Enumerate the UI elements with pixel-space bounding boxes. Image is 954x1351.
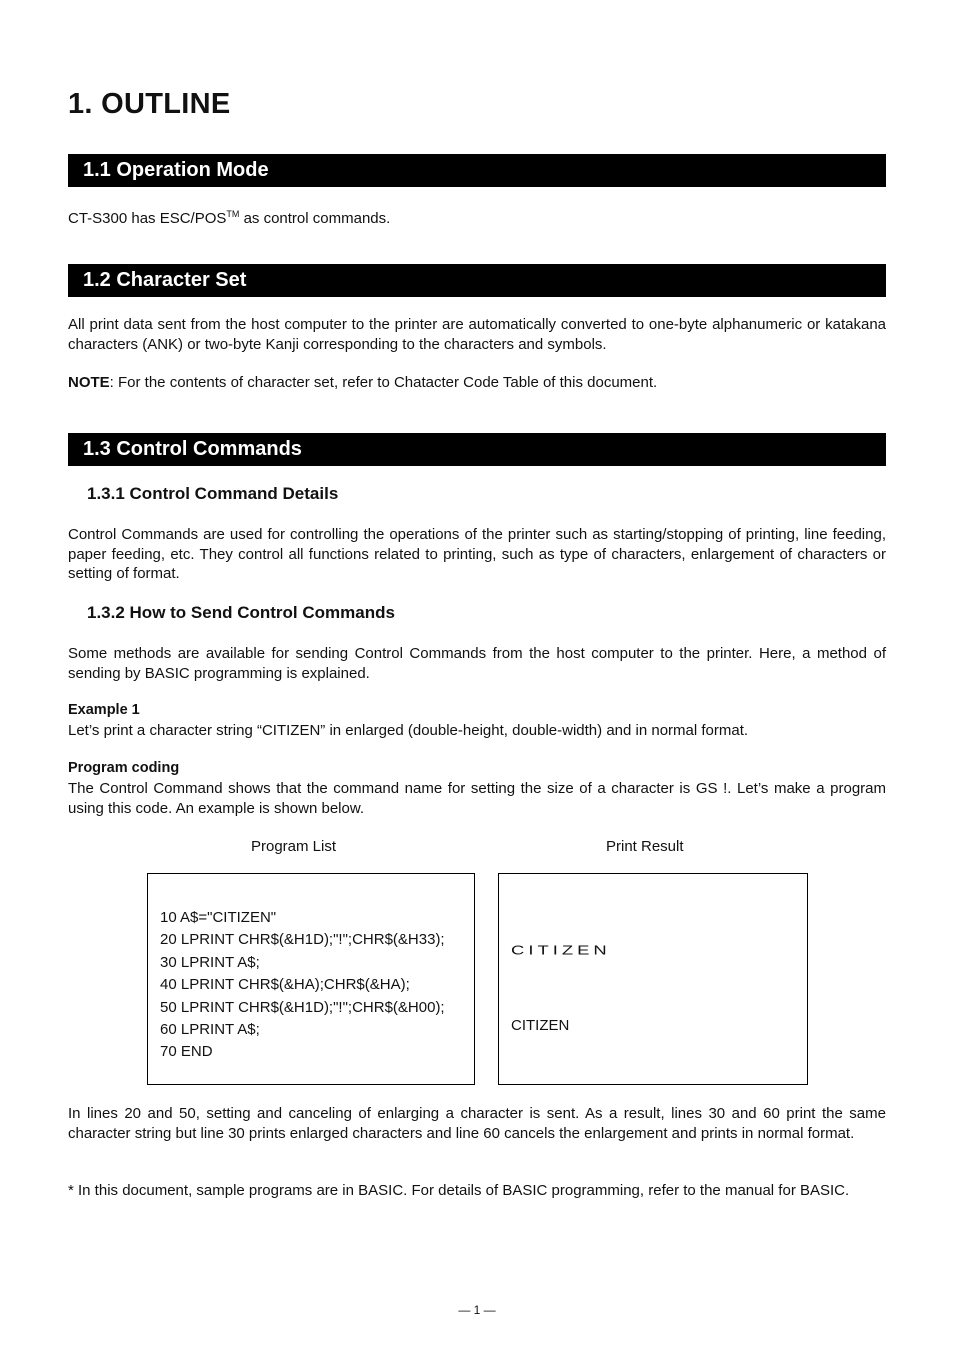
enlarged-print-text: CITIZEN [511,944,611,958]
section-heading-operation-mode: 1.1 Operation Mode [68,154,886,187]
explanation-text: In lines 20 and 50, setting and canceling of enlarging a character is sent. As a result, lines 30 and 60 print the same character string but line 30 prints enlarged characters and line 60 cancels the enlargement and prints in normal format. [68,1105,886,1142]
normal-print-text: CITIZEN [511,1017,570,1034]
how-to-send-body: Some methods are available for sending Control Commands from the host computer to the printer. Here, a method of sending by BASIC programming is explained. [68,645,886,682]
subheading-how-to-send: 1.3.2 How to Send Control Commands [87,603,395,622]
note-text: : For the contents of character set, refer to Chatacter Code Table of this document. [109,374,658,391]
code-line: 60 LPRINT A$; [160,1021,260,1039]
example-heading: Example 1 [68,702,140,718]
code-line: 40 LPRINT CHR$(&HA);CHR$(&HA); [160,976,410,994]
print-result-caption: Print Result [606,838,684,855]
program-code [160,907,445,1064]
program-coding-body: The Control Command shows that the command name for setting the size of a character is GS !. Let’s make a program using this code. An example is shown below. [68,780,886,817]
example-body: Let’s print a character string “CITIZEN” in enlarged (double-height, double-width) and in normal format. [68,722,749,739]
code-line: 10 A$="CITIZEN" [160,909,277,926]
character-set-body: All print data sent from the host computer to the printer are automatically converted to one-byte alphanumeric or katakana characters (ANK) or two-byte Kanji corresponding to the characters and symbols. [68,316,886,353]
program-coding-heading: Program coding [68,760,180,776]
operation-mode-text-after: as control commands. [239,210,391,227]
footnote-text: * In this document, sample programs are in BASIC. For details of BASIC programming, refer to the manual for BASIC. [68,1182,850,1199]
control-command-details-body: Control Commands are used for controlling the operations of the printer such as starting/stopping of printing, line feeding, paper feeding, etc. They control all functions related to printing, such as type of characters, enlargement of characters or setting of format. [68,526,886,582]
trademark-superscript: TM [226,209,240,219]
page-title: 1. OUTLINE [68,88,231,120]
print-result-box [498,873,808,1085]
code-line: 50 LPRINT CHR$(&H1D);"!";CHR$(&H00); [160,998,445,1016]
code-line: 30 LPRINT A$; [160,953,260,971]
operation-mode-text-before: CT-S300 has ESC/POS [68,210,227,227]
code-line: 20 LPRINT CHR$(&H1D);"!";CHR$(&H33); [160,931,445,949]
program-list-box [147,873,475,1085]
character-set-note [68,373,886,393]
section-heading-control-commands: 1.3 Control Commands [68,433,886,466]
subheading-control-command-details: 1.3.1 Control Command Details [87,484,339,503]
section-heading-character-set: 1.2 Character Set [68,264,886,297]
code-line: 70 END [160,1043,213,1061]
note-label: NOTE [68,374,110,391]
program-list-caption: Program List [251,838,337,855]
operation-mode-text [68,205,886,229]
page-number: — 1 — [458,1303,496,1317]
